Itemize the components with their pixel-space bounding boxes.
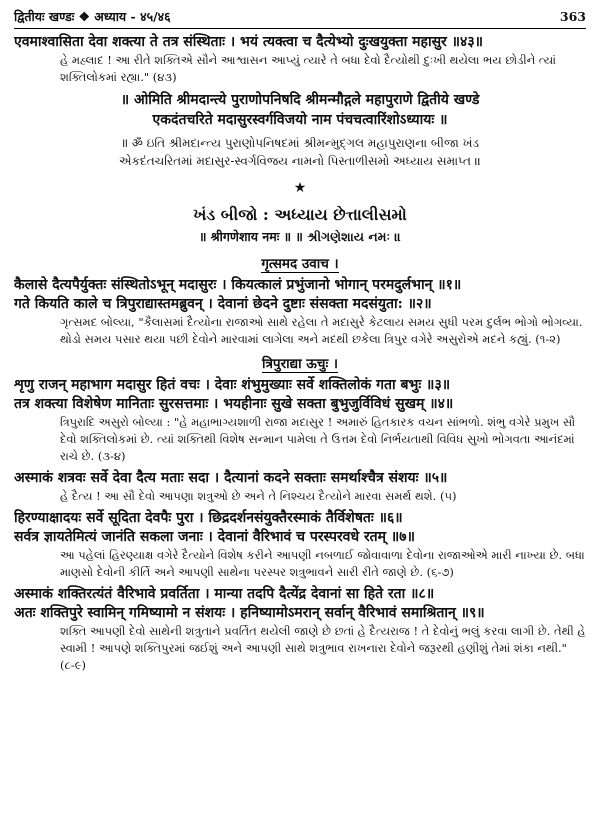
sanskrit-colophon: ॥ ओमिति श्रीमदान्त्ये पुराणोपनिषदि श्रीमन्मौद्गले महापुराणे द्वितीये खण्डे एकदंतचरिते मदासुरस्वर्गविजयो नाम पंचचत्वारिंशोऽध्यायः ॥	[120, 92, 480, 128]
speaker-tripura: त्रिपुराद्या ऊचुः ।	[261, 356, 339, 372]
translation-6-7: આ પહેલાં હિરણ્યાક્ષ વગેરે દૈત્યોને વિશેષ કરીને આપણી નબળાઈ જોવાવાળા દેવોના રાજાઓએ મારી નાખ્યા છે. બધા માણસો દેવોની કીર્તિ અને આપણી સાથેના પરસ્પર શત્રુભાવને સારી રીતે જાણે છે. (૬-૭)	[60, 548, 585, 579]
verse-5: अस्माकं शत्रवः सर्वे देवा दैत्य मताः सदा । दैत्यानां कदने सक्ताः समर्थाश्चैत्र संशयः ॥५॥	[14, 470, 448, 486]
header-rule	[14, 28, 586, 29]
verse-1: कैलासे दैत्यपैर्युक्तः संस्थितोऽभून् मदासुरः । कियत्कालं प्रभुंजानो भोगान् परमदुर्लभान् ॥१॥	[14, 277, 462, 293]
verse-7: सर्वत्र ज्ञायतेमित्यं जानंति सकला जनाः । देवानां वैरिभावं च परस्परवधे रतम् ॥७॥	[14, 529, 415, 545]
invocation: ॥ श्रीगणेशाय नमः ॥ ॥ શ્રીગણેશાય નમઃ ॥	[198, 229, 402, 244]
verse-43: एवमाश्वासिता देवा शक्त्या ते तत्र संस्थिताः । भयं त्यक्त्वा च दैत्येभ्यो दुःखयुक्ता महासुर ॥४३॥	[14, 34, 483, 50]
page-header	[14, 8, 586, 28]
translation-43: હે મહ્લાદ ! આ રીતે શક્તિએ સૌને આશ્વાસન આપ્યું ત્યારે તે બધા દેવો દૈત્યોથી દુઃખી થયેલા ભય છોડીને ત્યાં શક્તિલોકમાં રહ્યા." (૪૩)	[60, 53, 556, 84]
running-head: द्वितीयः खण्डः ❖ अध्याय - ४५/४६	[14, 9, 171, 24]
verse-6: हिरण्याक्षादयः सर्वे सूदिता देवपैः पुरा । छिद्रदर्शनसंयुक्तैरस्माकं तैर्विशेषतः ॥६॥	[14, 510, 403, 526]
section-separator-star: ★	[293, 180, 307, 196]
translation-8-9: શક્તિ આપણી દેવો સાથેની શત્રુતાને પ્રવર્તિત થયેલી જાણે છે છતાં હે દૈત્યરાજ ! તે દેવોનું ભલું કરવા લાગી છે. તેથી હે સ્વામી ! આપણે શક્તિપુરમાં જઈશું અને આપણી સાથે શત્રુભાવ રાખનારા દેવોને જરૂરથી હણીશું તેમાં શંકા નથી." (૮-૯)	[60, 624, 586, 672]
gujarati-colophon: ॥ ॐ ઇતિ શ્રીમદાન્ત્ય પુરાણોપનિષદમાં શ્રીમન્મુદ્ગલ મહાપુરાણના બીજા ખંડ એકદંતચરિતમાં મદાસુર-સ્વર્ગવિજય નામનો પિસ્તાળીસમો અધ્યાય સમાપ્ત ॥	[118, 136, 482, 168]
page-number: 363	[559, 9, 586, 24]
verse-8: अस्माकं शक्तिरत्यंतं वैरिभावे प्रवर्तिता । मान्या तदपि दैत्येंद्र देवानां सा हिते रता ॥८॥	[14, 586, 435, 602]
verse-4: तत्र शक्त्या विशेषेण मानिताः सुरसत्तमाः । भयहीनाः सुखे सक्ता बुभुजुर्विविधं सुखम् ॥४॥	[14, 396, 454, 412]
verse-9: अतः शक्तिपुरे स्वामिन् गमिष्यामो न संशयः । हनिष्यामोऽमरान् सर्वान् वैरिभावं समाश्रितान् ॥९॥	[14, 605, 485, 621]
chapter-title: ખંડ બીજો : અધ્યાય છેત્તાલીસમો	[193, 205, 407, 224]
translation-5: હે દૈત્ય ! આ સૌ દેવો આપણા શત્રુઓ છે અને તે નિશ્ચય દૈત્યોને મારવા સમર્થ થશે. (૫)	[60, 489, 457, 503]
translation-3-4: ત્રિપુરાદિ અસુરો બોલ્યા : "હે મહાભાગ્યશાળી રાજા મદાસુર ! અમારું હિતકારક વચન સાંભળો. શંભુ વગેરે પ્રમુખ સૌ દેવો શક્તિલોકમાં છે. ત્યાં શક્તિથી વિશેષ સન્માન પામેલા તે ઉત્તમ દેવો નિર્ભયતાથી વિવિધ સુખો ભોગવતા આનંદમાં રાચે છે. (૩-૪)	[60, 415, 576, 463]
verse-3: शृणु राजन् महाभाग मदासुर हितं वचः । देवाः शंभुमुख्याः सर्वे शक्तिलोकं गता बभुः ॥३॥	[14, 377, 451, 393]
translation-1-2: ગૃત્સમદ બોલ્યા, "કૈલાસમાં દૈત્યોના રાજાઓ સાથે રહેલા તે મદાસુરે કેટલાય સમય સુધી પરમ દુર્લભ ભોગો ભોગવ્યા. થોડો સમય પસાર થયા પછી દેવોને મારવામાં લાગેલા અને મદથી છકેલા ત્રિપુર વગેરે અસુરોએ મદને કહ્યું. (૧-૨)	[60, 315, 583, 346]
speaker-gritsamada: गृत्समद उवाच ।	[261, 256, 339, 272]
verse-2: गते कियति काले च त्रिपुराद्यास्तमब्रुवन् । देवानां छेदने दुष्टाः संसक्ता मदसंयुता: ॥२॥	[14, 296, 432, 312]
